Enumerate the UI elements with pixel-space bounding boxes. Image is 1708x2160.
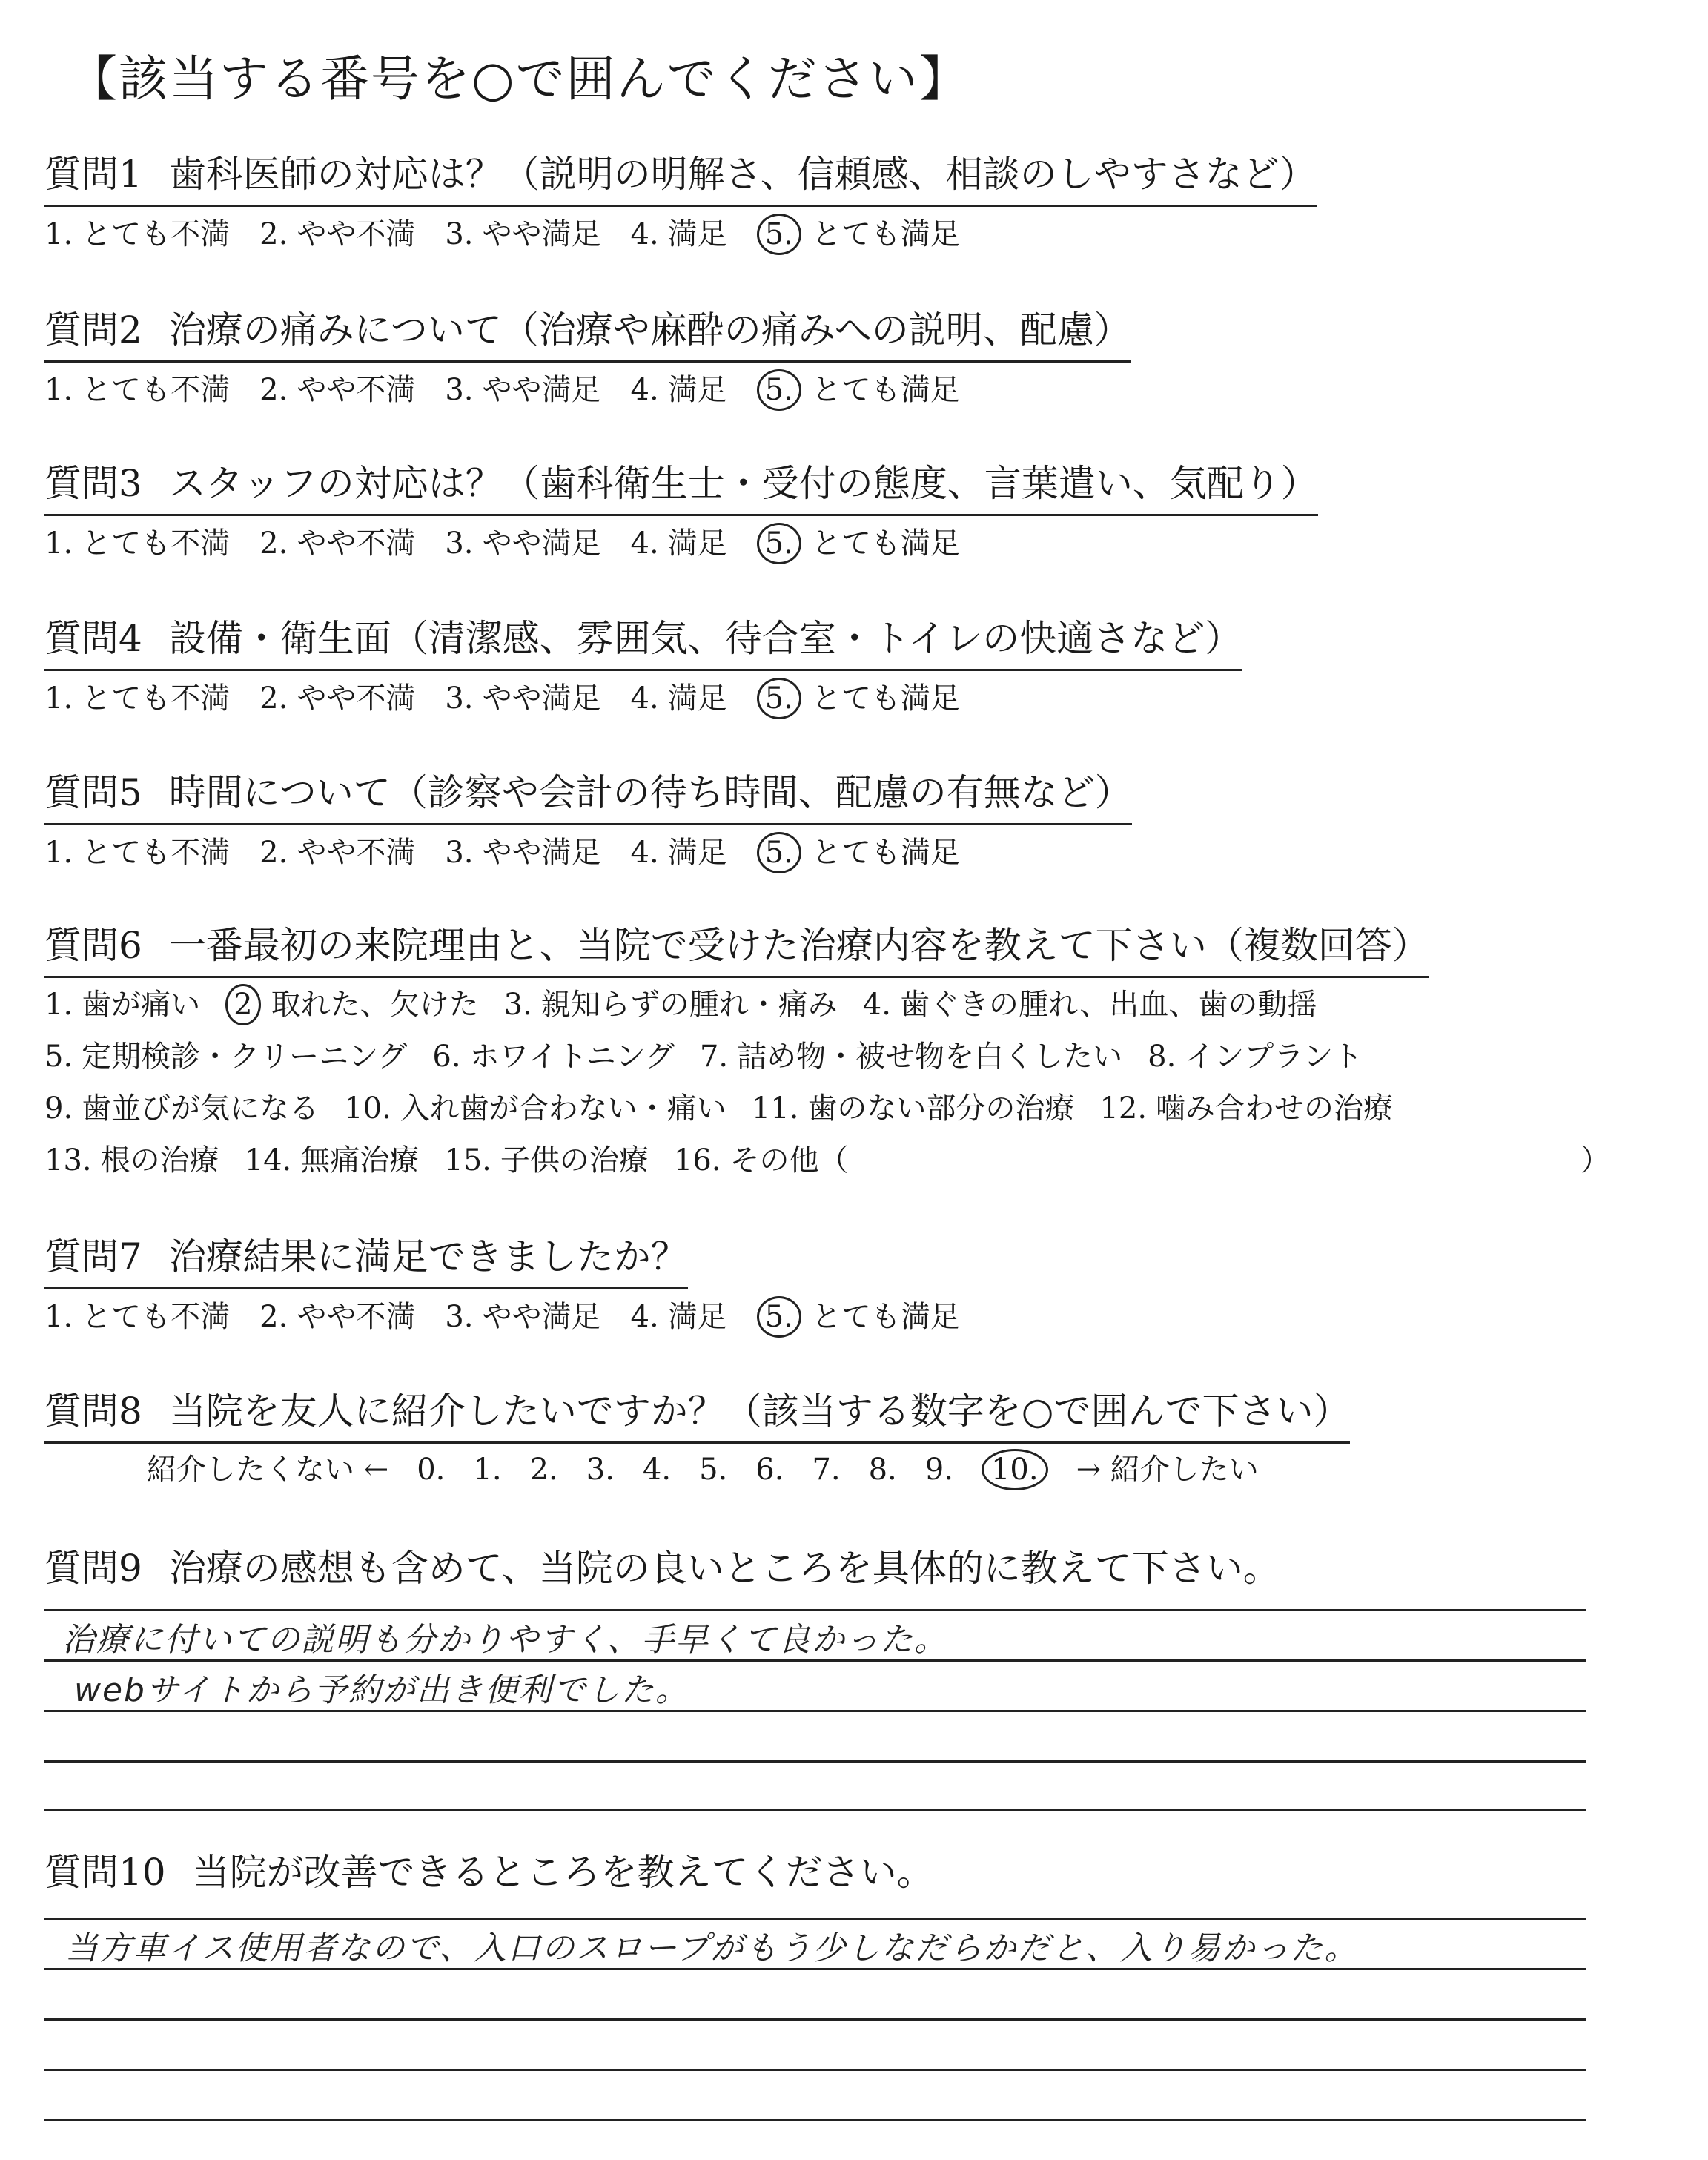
option-number: 5.	[757, 1296, 801, 1338]
question-8-scale	[147, 1447, 1287, 1492]
question-2-title	[44, 304, 1131, 363]
option-label: とても不満	[82, 217, 231, 251]
option-number: 2	[225, 984, 260, 1025]
question-7-option-4[interactable]	[631, 1295, 727, 1339]
question-6-options	[44, 979, 1610, 1186]
question-1-option-3[interactable]	[445, 212, 600, 257]
option-label: インプラント	[1185, 1040, 1363, 1074]
question-3-text: スタッフの対応は？（歯科衛生士・受付の態度、言葉遣い、気配り）	[168, 462, 1318, 505]
question-1-text: 歯科医師の対応は？（説明の明解さ、信頼感、相談のしやすさなど）	[168, 153, 1317, 196]
question-7-title	[44, 1231, 688, 1289]
question-8-title	[44, 1385, 1350, 1444]
option-number: 3.	[445, 681, 474, 716]
option-label: やや不満	[297, 1300, 416, 1334]
scale-value[interactable]: 10.	[982, 1449, 1048, 1490]
option-number: 5.	[757, 523, 801, 564]
question-10-answer: 当方車イス使用者なので、入口のスロープがもう少しなだらかだと、入り易かった。	[65, 1929, 1359, 1967]
question-2-option-1[interactable]	[44, 368, 230, 412]
option-number: 1.	[44, 373, 73, 407]
question-6-option[interactable]	[245, 1135, 420, 1186]
option-label: 取れた、欠けた	[271, 988, 479, 1022]
question-9-number: 質問9	[44, 1547, 142, 1590]
question-1-options	[44, 212, 990, 257]
option-number: 2.	[259, 1300, 288, 1334]
question-2-option-3[interactable]	[445, 368, 600, 412]
question-4-option-1[interactable]	[44, 676, 230, 721]
question-4-number: 質問4	[44, 617, 142, 660]
question-4-option-5[interactable]	[757, 676, 960, 721]
option-label: その他（	[729, 1143, 849, 1178]
option-number: 3.	[445, 1300, 474, 1334]
option-number: 8.	[1148, 1040, 1176, 1074]
option-label: やや不満	[297, 217, 416, 251]
question-3-option-4[interactable]	[631, 521, 727, 566]
question-8-text: 当院を友人に紹介したいですか？（該当する数字を○で囲んで下さい）	[168, 1390, 1351, 1433]
answer-line	[44, 2069, 1586, 2071]
question-2-option-5[interactable]	[757, 368, 960, 412]
answer-line	[44, 1918, 1586, 1920]
option-label: とても満足	[811, 1300, 960, 1334]
option-label: とても不満	[82, 681, 231, 716]
question-6-option[interactable]	[444, 1135, 649, 1186]
question-2-text: 治療の痛みについて（治療や麻酔の痛みへの説明、配慮）	[168, 308, 1131, 351]
option-number: 14.	[244, 1143, 292, 1178]
option-number: 4.	[630, 373, 659, 407]
option-label: とても不満	[82, 1300, 231, 1334]
option-label: 定期検診・クリーニング	[82, 1040, 408, 1074]
question-3-title	[44, 458, 1318, 516]
question-5-title	[44, 767, 1132, 825]
question-3-option-2[interactable]	[259, 521, 415, 566]
option-number: 2.	[259, 526, 288, 561]
scale-value[interactable]: 2.	[529, 1453, 558, 1487]
question-1-title	[44, 148, 1317, 207]
question-6-option[interactable]	[700, 1031, 1122, 1083]
question-6-option[interactable]	[752, 1083, 1075, 1135]
question-1-option-1[interactable]	[44, 212, 230, 257]
option-number: 4.	[862, 988, 891, 1022]
option-number: 3.	[445, 217, 474, 251]
question-6-option[interactable]	[44, 1083, 319, 1135]
option-label: やや不満	[297, 836, 416, 870]
question-5-option-5[interactable]	[757, 830, 960, 875]
option-number: 12.	[1099, 1091, 1148, 1126]
option-label: 親知らずの腫れ・痛み	[540, 988, 838, 1022]
option-number: 11.	[751, 1091, 799, 1126]
question-6-option[interactable]	[1099, 1083, 1393, 1135]
question-3-option-1[interactable]	[44, 521, 230, 566]
question-3-options	[44, 521, 990, 566]
question-1-option-4[interactable]	[631, 212, 727, 257]
question-6-option[interactable]	[504, 979, 838, 1031]
answer-line	[44, 1809, 1586, 1811]
question-2-option-2[interactable]	[259, 368, 415, 412]
question-6-option[interactable]	[432, 1031, 675, 1083]
question-5-number: 質問5	[44, 771, 142, 814]
option-label: とても不満	[82, 526, 231, 561]
option-number: 7.	[699, 1040, 729, 1074]
option-label: とても満足	[811, 526, 960, 561]
option-label: 満足	[667, 681, 727, 716]
option-label: やや満足	[482, 373, 601, 407]
option-number: 5.	[757, 678, 801, 719]
option-label: 満足	[667, 526, 727, 561]
option-number: 4.	[630, 836, 659, 870]
question-9-text: 治療の感想も含めて、当院の良いところを具体的に教えて下さい。	[168, 1547, 1280, 1590]
question-6-number: 質問6	[44, 924, 142, 967]
question-6-row	[44, 1031, 1418, 1083]
option-number: 4.	[630, 681, 659, 716]
option-label: 満足	[667, 1300, 727, 1334]
question-5-options	[44, 830, 990, 875]
option-number: 3.	[445, 836, 474, 870]
question-4-text: 設備・衛生面（清潔感、雰囲気、待合室・トイレの快適さなど）	[168, 617, 1242, 660]
question-6-row	[44, 979, 1418, 1031]
question-7-options	[44, 1295, 990, 1339]
question-3-option-3[interactable]	[445, 521, 600, 566]
option-label: 入れ歯が合わない・痛い	[400, 1091, 726, 1126]
other-paren-close: ）	[1580, 1143, 1610, 1178]
scale-value[interactable]: 0.	[417, 1453, 446, 1487]
option-label: 満足	[667, 836, 727, 870]
scale-left-label: 紹介したくない ←	[147, 1453, 389, 1487]
option-number: 1.	[44, 217, 73, 251]
option-number: 3.	[445, 373, 474, 407]
option-label: とても満足	[811, 681, 960, 716]
question-2-number: 質問2	[44, 308, 142, 351]
answer-line	[44, 1760, 1586, 1763]
option-number: 2.	[259, 836, 288, 870]
option-label: 歯並びが気になる	[82, 1091, 320, 1126]
question-7-option-3[interactable]	[445, 1295, 600, 1339]
question-6-row	[44, 1135, 1610, 1186]
option-number: 16.	[673, 1143, 721, 1178]
option-label: 根の治療	[100, 1143, 219, 1178]
option-number: 2.	[259, 681, 288, 716]
question-5-text: 時間について（診察や会計の待ち時間、配慮の有無など）	[168, 771, 1132, 814]
answer-line	[44, 1609, 1586, 1611]
option-label: やや不満	[297, 681, 416, 716]
question-3-number: 質問3	[44, 462, 142, 505]
option-number: 13.	[44, 1143, 92, 1178]
question-10-title	[44, 1846, 934, 1903]
option-label: 歯のない部分の治療	[807, 1091, 1075, 1126]
option-number: 9.	[44, 1091, 73, 1126]
option-label: ホワイトニング	[469, 1040, 675, 1074]
question-4-option-3[interactable]	[445, 676, 600, 721]
question-2-option-4[interactable]	[631, 368, 727, 412]
scale-value[interactable]: 7.	[812, 1453, 841, 1487]
question-5-option-4[interactable]	[631, 830, 727, 875]
option-label: やや満足	[482, 526, 601, 561]
question-1-option-5[interactable]	[757, 212, 960, 257]
question-6-option[interactable]	[225, 979, 478, 1031]
question-6-title	[44, 919, 1429, 978]
question-5-option-2[interactable]	[259, 830, 415, 875]
question-6-option[interactable]	[44, 979, 200, 1031]
option-label: やや満足	[482, 681, 601, 716]
question-6-option[interactable]	[344, 1083, 726, 1135]
question-2-options	[44, 368, 990, 412]
option-number: 5.	[757, 832, 801, 873]
question-7-option-2[interactable]	[259, 1295, 415, 1339]
question-6-option[interactable]	[674, 1135, 849, 1186]
question-4-options	[44, 676, 990, 721]
question-6-option[interactable]	[1148, 1031, 1363, 1083]
option-number: 2.	[259, 373, 288, 407]
scale-value[interactable]: 1.	[473, 1453, 502, 1487]
option-label: とても満足	[811, 373, 960, 407]
option-number: 1.	[44, 681, 73, 716]
scale-value[interactable]: 5.	[699, 1453, 728, 1487]
question-5-option-1[interactable]	[44, 830, 230, 875]
question-6-option[interactable]	[863, 979, 1317, 1031]
scale-right-label: → 紹介したい	[1076, 1453, 1259, 1487]
option-label: 子供の治療	[500, 1143, 649, 1178]
question-8-number: 質問8	[44, 1390, 142, 1433]
page-heading: 【該当する番号を○で囲んでください】	[68, 50, 970, 108]
scale-value[interactable]: 8.	[868, 1453, 897, 1487]
option-number: 15.	[444, 1143, 491, 1178]
option-number: 1.	[44, 526, 73, 561]
question-3-option-5[interactable]	[757, 521, 960, 566]
option-number: 4.	[630, 217, 659, 251]
question-4-option-4[interactable]	[631, 676, 727, 721]
question-6-option[interactable]	[44, 1031, 407, 1083]
question-7-option-1[interactable]	[44, 1295, 230, 1339]
question-6-option[interactable]	[44, 1135, 219, 1186]
question-7-option-5[interactable]	[757, 1295, 960, 1339]
option-number: 10.	[344, 1091, 391, 1126]
scale-value[interactable]: 3.	[586, 1453, 615, 1487]
question-7-text: 治療結果に満足できましたか？	[168, 1235, 688, 1278]
option-number: 5.	[757, 369, 801, 411]
option-label: とても不満	[82, 836, 231, 870]
answer-line	[44, 2018, 1586, 2021]
question-4-option-2[interactable]	[259, 676, 415, 721]
option-label: 歯が痛い	[82, 988, 201, 1022]
option-label: 歯ぐきの腫れ、出血、歯の動揺	[899, 988, 1317, 1022]
option-label: とても不満	[82, 373, 231, 407]
question-10-number: 質問10	[44, 1851, 166, 1894]
option-label: やや不満	[297, 526, 416, 561]
option-number: 1.	[44, 836, 73, 870]
option-label: 詰め物・被せ物を白くしたい	[737, 1040, 1123, 1074]
option-number: 1.	[44, 988, 73, 1022]
option-number: 6.	[432, 1040, 461, 1074]
option-label: とても満足	[811, 836, 960, 870]
option-label: 噛み合わせの治療	[1156, 1091, 1394, 1126]
option-number: 3.	[445, 526, 474, 561]
question-5-option-3[interactable]	[445, 830, 600, 875]
option-number: 2.	[259, 217, 288, 251]
option-label: やや不満	[297, 373, 416, 407]
question-6-text: 一番最初の来院理由と、当院で受けた治療内容を教えて下さい（複数回答）	[168, 924, 1429, 967]
scale-value[interactable]: 4.	[642, 1453, 672, 1487]
option-label: 満足	[667, 373, 727, 407]
question-4-title	[44, 612, 1242, 671]
question-9-title	[44, 1542, 1280, 1599]
option-label: 無痛治療	[300, 1143, 420, 1178]
option-label: やや満足	[482, 217, 601, 251]
question-1-number: 質問1	[44, 153, 142, 196]
question-9-answer: 治療に付いての説明も分かりやすく、手早くて良かった。	[62, 1621, 949, 1659]
option-number: 4.	[630, 1300, 659, 1334]
option-label: とても満足	[811, 217, 960, 251]
option-number: 1.	[44, 1300, 73, 1334]
option-number: 5.	[757, 214, 801, 255]
question-9-answer: webサイトから予約が出き便利でした。	[74, 1671, 689, 1709]
question-10-text: 当院が改善できるところを教えてください。	[192, 1851, 934, 1894]
question-1-option-2[interactable]	[259, 212, 415, 257]
option-number: 3.	[503, 988, 532, 1022]
scale-value[interactable]: 6.	[755, 1453, 784, 1487]
option-label: やや満足	[482, 1300, 601, 1334]
scale-value[interactable]: 9.	[924, 1453, 953, 1487]
option-label: 満足	[667, 217, 727, 251]
question-6-row	[44, 1083, 1418, 1135]
option-number: 5.	[44, 1040, 73, 1074]
answer-line	[44, 2119, 1586, 2121]
option-number: 4.	[630, 526, 659, 561]
option-label: やや満足	[482, 836, 601, 870]
question-7-number: 質問7	[44, 1235, 142, 1278]
